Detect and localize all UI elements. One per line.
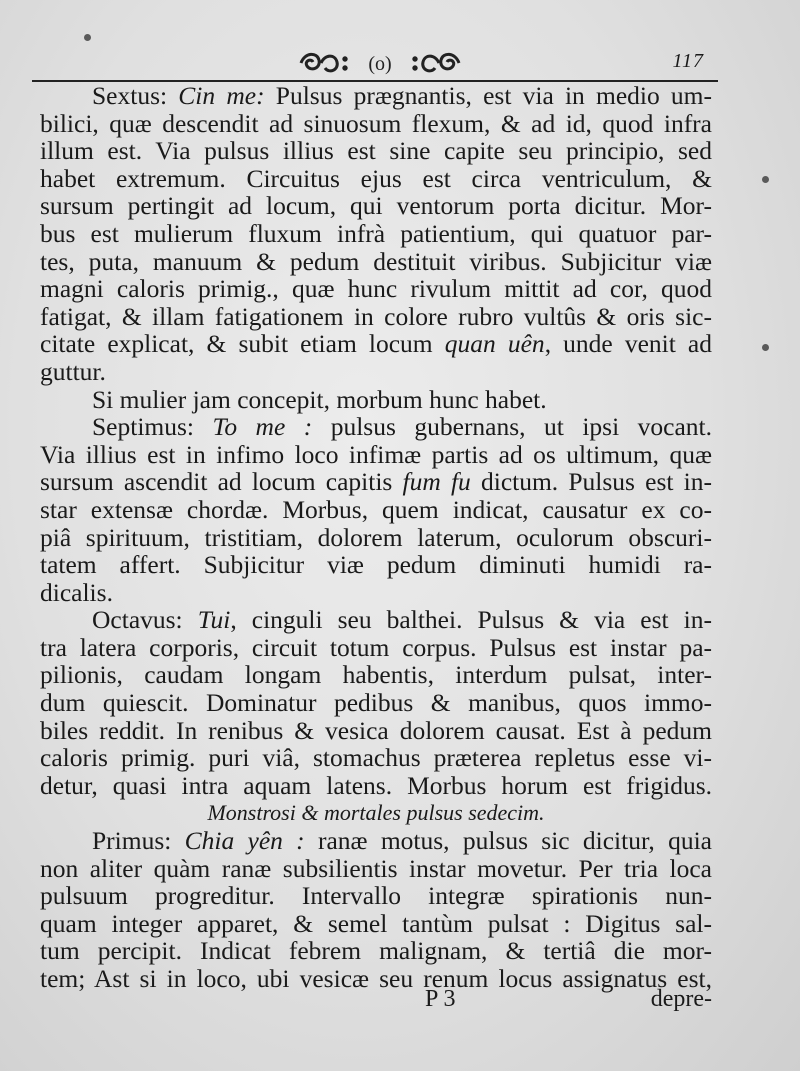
line-text: tum percipit. Indicat febrem malignam, & tertiâ die mor- <box>40 936 712 966</box>
text-line <box>40 192 712 220</box>
line-italic-text: Tui <box>197 605 231 635</box>
line-text: habet extremum. Circuitus ejus est circa ventriculum, & <box>40 163 712 193</box>
line-text: bus est mulierum fluxum infrà patientium, qui quatuor par- <box>40 218 712 248</box>
ornament-headpiece <box>295 48 465 78</box>
line-text: , unde venit ad <box>544 329 713 359</box>
body-text <box>40 82 712 993</box>
line-text: citate explicat, & subit etiam locum <box>40 329 445 359</box>
text-line <box>40 606 712 634</box>
line-text: ranæ motus, pulsus sic dicitur, quia <box>304 826 712 856</box>
line-text: fatigat, & illam fatigationem in colore rubro vultûs & oris sic- <box>40 301 712 331</box>
line-text: , cinguli seu balthei. Pulsus & via est in- <box>230 605 712 635</box>
line-text: tem; Ast si in loco, ubi vesicæ seu renum locus assignatus est, <box>40 964 712 993</box>
line-text: illum est. Via pulsus illius est sine capite seu principio, sed <box>40 136 712 166</box>
text-line <box>40 524 712 552</box>
line-italic-text: Chia yên : <box>184 826 305 856</box>
text-line <box>40 303 712 331</box>
line-text: dum quiescit. Dominatur pedibus & manibus, quos immo- <box>40 688 712 718</box>
line-text: biles reddit. In renibus & vesica dolorem causat. Est à pedum <box>40 715 712 745</box>
line-italic-text: To me : <box>212 412 313 442</box>
page-number: 117 <box>672 50 704 72</box>
line-text: Pulsus prægnantis, est via in medio um- <box>264 81 713 110</box>
ink-spot <box>762 176 769 183</box>
line-text: tes, puta, manuum & pedum destituit viribus. Subjicitur viæ <box>40 246 712 276</box>
line-text: tatem affert. Subjicitur viæ pedum diminuti humidi ra- <box>40 550 712 580</box>
text-line <box>40 110 712 138</box>
line-italic-text: Monstrosi & mortales pulsus sedecim. <box>207 800 545 826</box>
line-text: sursum ascendit ad locum capitis <box>40 467 403 497</box>
line-italic-text: fum fu <box>402 467 471 497</box>
line-text: Octavus: <box>92 605 198 635</box>
svg-text:(o): (o) <box>368 53 392 75</box>
text-line <box>40 634 712 662</box>
line-text: pilionis, caudam longam habentis, interdum pulsat, inter- <box>40 660 712 690</box>
line-italic-text: Cin me: <box>178 81 265 110</box>
text-line <box>40 468 712 496</box>
line-italic-text: quan uên <box>444 329 545 359</box>
text-line <box>40 579 712 607</box>
text-line <box>40 882 712 910</box>
line-text: Primus: <box>92 826 185 856</box>
line-text: caloris primig. puri viâ, stomachus præterea repletus esse vi- <box>40 743 712 773</box>
text-line <box>40 496 712 524</box>
page-header <box>30 44 720 84</box>
catchword: depre- <box>650 986 712 1012</box>
line-text: guttur. <box>40 356 106 386</box>
line-text: Via illius est in infimo loco infimæ partis ad os ultimum, quæ <box>40 439 712 469</box>
text-line <box>40 358 712 386</box>
text-line <box>40 772 712 800</box>
page-footer <box>40 986 712 1016</box>
line-text: quam integer apparet, & semel tantùm pulsat : Digitus sal- <box>40 908 712 938</box>
line-text: tra latera corporis, circuit totum corpus. Pulsus est instar pa- <box>40 632 712 662</box>
text-line <box>40 386 712 414</box>
line-text: Sextus: <box>92 81 179 110</box>
line-text: dictum. Pulsus est in- <box>470 467 712 497</box>
ink-spot <box>84 34 91 41</box>
signature-mark: P 3 <box>425 986 456 1012</box>
line-text: Si mulier jam concepit, morbum hunc habet. <box>92 384 547 414</box>
line-text: non aliter quàm ranæ subsilientis instar movetur. Per tria loca <box>40 853 712 883</box>
line-text: piâ spirituum, tristitiam, dolorem laterum, oculorum obscuri- <box>40 522 712 552</box>
line-text: pulsus gubernans, ut ipsi vocant. <box>312 412 712 442</box>
text-line <box>40 330 712 358</box>
text-line <box>40 220 712 248</box>
text-line <box>40 413 712 441</box>
ink-spot <box>762 344 769 351</box>
text-line <box>40 717 712 745</box>
text-line <box>40 689 712 717</box>
line-text: Septimus: <box>92 412 213 442</box>
text-line <box>40 275 712 303</box>
line-text: detur, quasi intra aquam latens. Morbus horum est frigidus. <box>40 770 712 800</box>
text-line <box>40 827 712 855</box>
text-line <box>40 855 712 883</box>
line-text: magni caloris primig., quæ hunc rivulum mittit ad cor, quod <box>40 274 712 304</box>
line-text: dicalis. <box>40 577 113 607</box>
text-line <box>40 551 712 579</box>
text-line <box>40 137 712 165</box>
text-line <box>40 661 712 689</box>
line-text: sursum pertingit ad locum, qui ventorum porta dicitur. Mor- <box>40 191 712 221</box>
text-line <box>40 165 712 193</box>
line-text: star extensæ chordæ. Morbus, quem indicat, causatur ex co- <box>40 494 712 524</box>
text-line <box>40 744 712 772</box>
line-text: pulsuum progreditur. Intervallo integræ spirationis nun- <box>40 881 712 911</box>
line-text: bilici, quæ descendit ad sinuosum flexum, & ad id, quod infra <box>40 108 712 138</box>
text-line <box>40 82 712 110</box>
text-line <box>40 799 712 827</box>
text-line <box>40 248 712 276</box>
text-line <box>40 937 712 965</box>
text-line <box>40 910 712 938</box>
text-line <box>40 441 712 469</box>
